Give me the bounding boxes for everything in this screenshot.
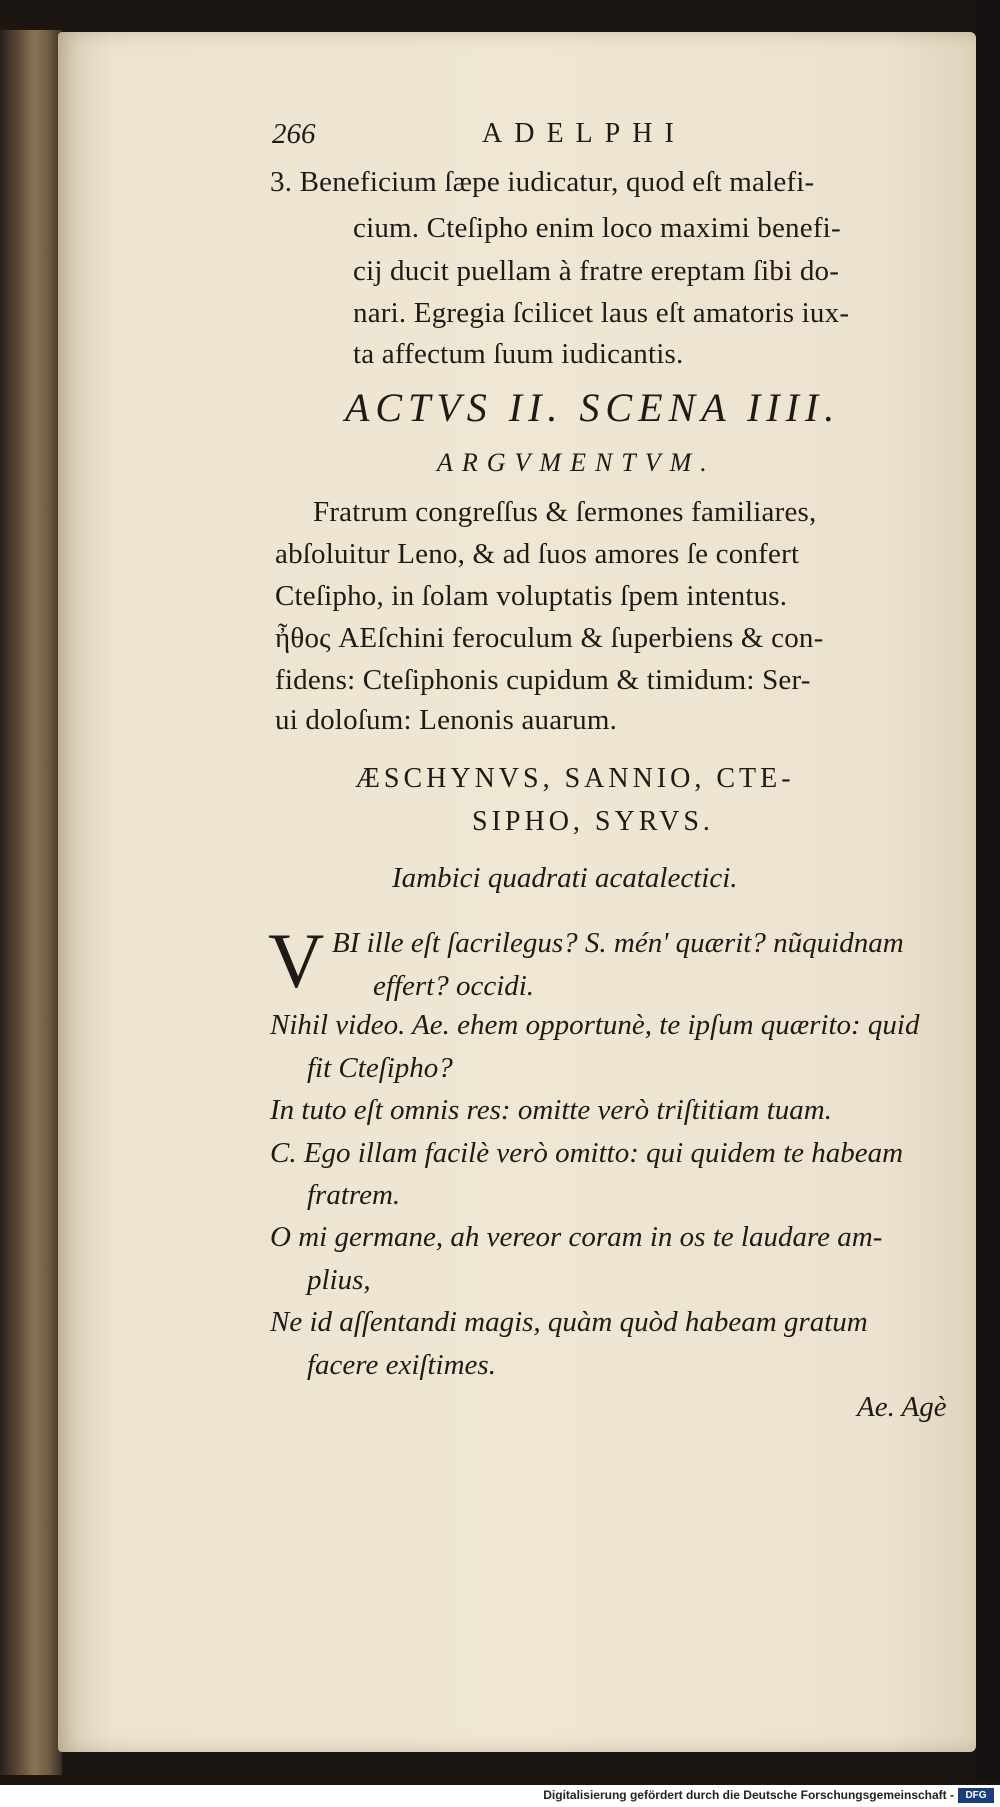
verse-line: Ne id aſſentandi magis, quàm quòd habeam gratum <box>270 1306 868 1338</box>
note-line: cium. Cteſipho enim loco maximi benefi- <box>353 212 841 244</box>
argument-line: Cteſipho, in ſolam voluptatis ſpem intentus. <box>275 580 788 612</box>
note-line: nari. Egregia ſcilicet laus eſt amatoris iux- <box>353 297 850 329</box>
argument-line: Fratrum congreſſus & ſermones familiares, <box>313 496 817 528</box>
note-line: 3. Beneficium ſæpe iudicatur, quod eſt malefi- <box>270 166 815 198</box>
running-head: ADELPHI <box>482 118 686 149</box>
drop-cap: V <box>268 917 325 1004</box>
argument-line: ἦθος AEſchini feroculum & ſuperbiens & con- <box>275 622 824 654</box>
meter-heading: Iambici quadrati acatalectici. <box>392 862 738 894</box>
scene-heading: ACTVS II. SCENA IIII. <box>345 385 841 430</box>
verse-line: effert? occidi. <box>373 970 535 1002</box>
cast-line: ÆSCHYNVS, SANNIO, CTE- <box>355 763 795 794</box>
verse-line: facere exiſtimes. <box>307 1349 496 1381</box>
page-number: 266 <box>272 118 316 150</box>
verse-line: fratrem. <box>307 1179 401 1211</box>
catchword: Ae. Agè <box>857 1391 947 1423</box>
argument-line: ui doloſum: Lenonis auarum. <box>275 704 618 736</box>
funding-credit: Digitalisierung gefördert durch die Deutsche Forschungsgemeinschaft - <box>543 1788 954 1802</box>
note-line: ta affectum ſuum iudicantis. <box>353 338 684 370</box>
verse-line: In tuto eſt omnis res: omitte verò triſtitiam tuam. <box>270 1094 832 1126</box>
verse-line: Nihil video. Ae. ehem opportunè, te ipſum quærito: quid <box>270 1009 920 1041</box>
verse-line: plius, <box>307 1264 371 1296</box>
verse-line: fit Cteſipho? <box>307 1052 453 1084</box>
argument-line: fidens: Cteſiphonis cupidum & timidum: Ser- <box>275 664 811 696</box>
footer-bar <box>0 1785 1000 1807</box>
verse-line: C. Ego illam facilè verò omitto: qui quidem te habeam <box>270 1137 904 1169</box>
argument-title: ARGVMENTVM. <box>437 448 716 477</box>
note-line: cij ducit puellam à fratre ereptam ſibi do- <box>353 255 840 287</box>
scan-background <box>976 0 1000 1780</box>
cast-line: SIPHO, SYRVS. <box>472 806 714 837</box>
dfg-logo: DFG <box>958 1788 994 1803</box>
verse-line: BI ille eſt ſacrilegus? S. mén' quærit? nũquidnam <box>332 927 904 959</box>
book-spine <box>0 30 62 1775</box>
argument-line: abſoluitur Leno, & ad ſuos amores ſe confert <box>275 538 800 570</box>
verse-line: O mi germane, ah vereor coram in os te laudare am- <box>270 1221 883 1253</box>
